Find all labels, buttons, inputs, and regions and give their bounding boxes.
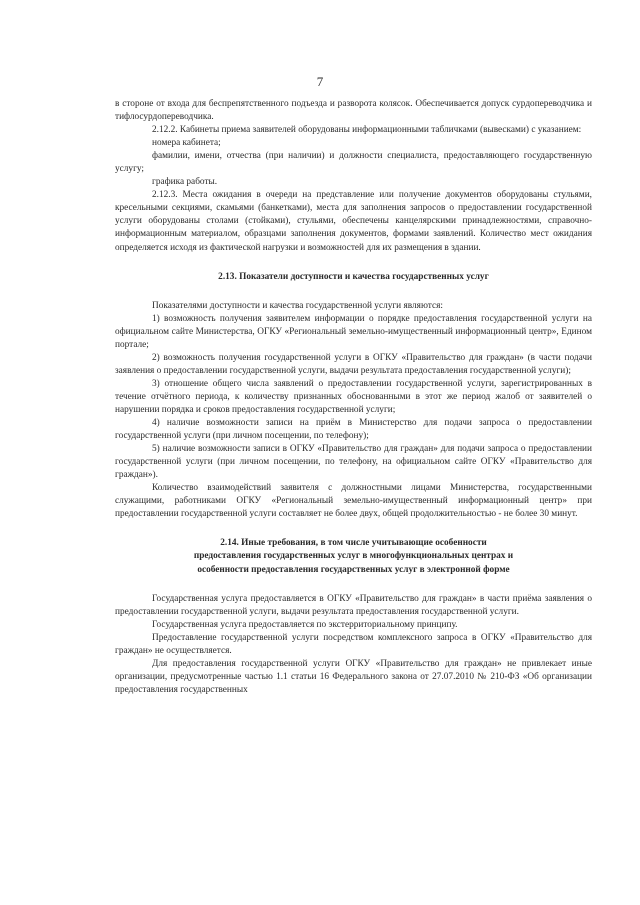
paragraph: Для предоставления государственной услуги ОГКУ «Правительство для граждан» не привлекает иные организации, предусмотренные частью 1.1 статьи 16 Федерального закона от 27.07.2010 № 210-ФЗ «Об организации предоставления государственных bbox=[115, 658, 592, 695]
paragraph: Показателями доступности и качества государственной услуги являются: bbox=[152, 300, 443, 311]
paragraph: номера кабинета; bbox=[152, 138, 221, 149]
list-item bbox=[115, 352, 592, 378]
list-number: 2) bbox=[152, 352, 160, 363]
page-number: 7 bbox=[316, 74, 324, 89]
heading-line: 2.14. Иные требования, в том числе учитывающие особенности bbox=[220, 538, 487, 549]
list-text: отношение общего числа заявлений о предоставлении государственной услуги, зарегистрированных в течение отчётного периода, к количеству признанных обоснованными в этот же период жалоб от заявителей о нарушении порядка и сроков предоставления государственной услуги; bbox=[115, 378, 592, 415]
section-heading-2-13: 2.13. Показатели доступности и качества государственных услуг bbox=[218, 271, 489, 282]
list-number: 4) bbox=[152, 418, 160, 429]
list-item: 1) возможность получения заявителем информации о порядке предоставления государственной услуги на официальном сайте Министерства, ОГКУ «Региональный земельно-имущественный информационный центр», Едином портале; bbox=[115, 313, 592, 350]
list-item bbox=[115, 417, 592, 443]
section-heading-2-14 bbox=[115, 537, 592, 576]
list-text: возможность получения государственной услуги в ОГКУ «Правительство для граждан» (в части подачи заявления о предоставлении государственной услуги, выдачи результата предоставления государственной услуги); bbox=[115, 352, 592, 376]
paragraph: Предоставление государственной услуги посредством комплексного запроса в ОГКУ «Правительство для граждан» не осуществляется. bbox=[115, 632, 592, 656]
list-text: наличие возможности записи в ОГКУ «Правительство для граждан» для подачи запроса о предоставлении государственной услуги (при личном посещении, по телефону, на официальном сайте ОГКУ «Правительство для граждан»). bbox=[115, 444, 593, 481]
list-item bbox=[115, 443, 592, 482]
heading-line: особенности предоставления государственных услуг в электронной форме bbox=[197, 564, 510, 575]
paragraph: Государственная услуга предоставляется по экстерриториальному принципу. bbox=[152, 619, 458, 630]
paragraph-2-12-3: 2.12.3. Места ожидания в очереди на представление или получение документов оборудованы стульями, кресельными секциями, скамьями (банкетками), места для заполнения запросов о предоставлении государственной услуги оборудованы столами (стойками), стульями, обеспечены канцелярскими принадлежностями, справочно-информационным материалом, образцами заполнения документов, формами заявлений. Количество мест ожидания определяется исходя из фактической нагрузки и возможностей для их размещения в здании. bbox=[115, 190, 592, 253]
paragraph: графика работы. bbox=[152, 177, 218, 188]
paragraph: фамилии, имени, отчества (при наличии) и должности специалиста, предоставляющего государственную услугу; bbox=[115, 151, 592, 175]
paragraph-2-12-2: 2.12.2. Кабинеты приема заявителей оборудованы информационными табличками (вывесками) с указанием: bbox=[152, 125, 582, 136]
paragraph: Количество взаимодействий заявителя с должностными лицами Министерства, государственными служащими, работниками ОГКУ «Региональный земельно-имущественный информационный центр» при предоставлении государственной услуги составляет не более двух, общей продолжительностью - не более 30 минут. bbox=[115, 483, 592, 520]
list-text: наличие возможности записи на приём в Министерство для подачи запроса о предоставлении государственной услуги (при личном посещении, по телефону); bbox=[115, 418, 592, 442]
paragraph: Государственная услуга предоставляется в ОГКУ «Правительство для граждан» в части приёма заявления о предоставлении государственной услуги, выдачи результата предоставления государственной услуги. bbox=[115, 593, 592, 617]
heading-line: предоставления государственных услуг в многофункциональных центрах и bbox=[193, 551, 514, 562]
list-number: 3) bbox=[152, 378, 160, 389]
paragraph: в стороне от входа для беспрепятственного подъезда и разворота колясок. Обеспечивается допуск сурдопереводчика и тифлосурдопереводчика. bbox=[115, 99, 592, 123]
document-body bbox=[115, 98, 592, 697]
list-item bbox=[115, 378, 592, 417]
list-number: 5) bbox=[152, 444, 160, 455]
